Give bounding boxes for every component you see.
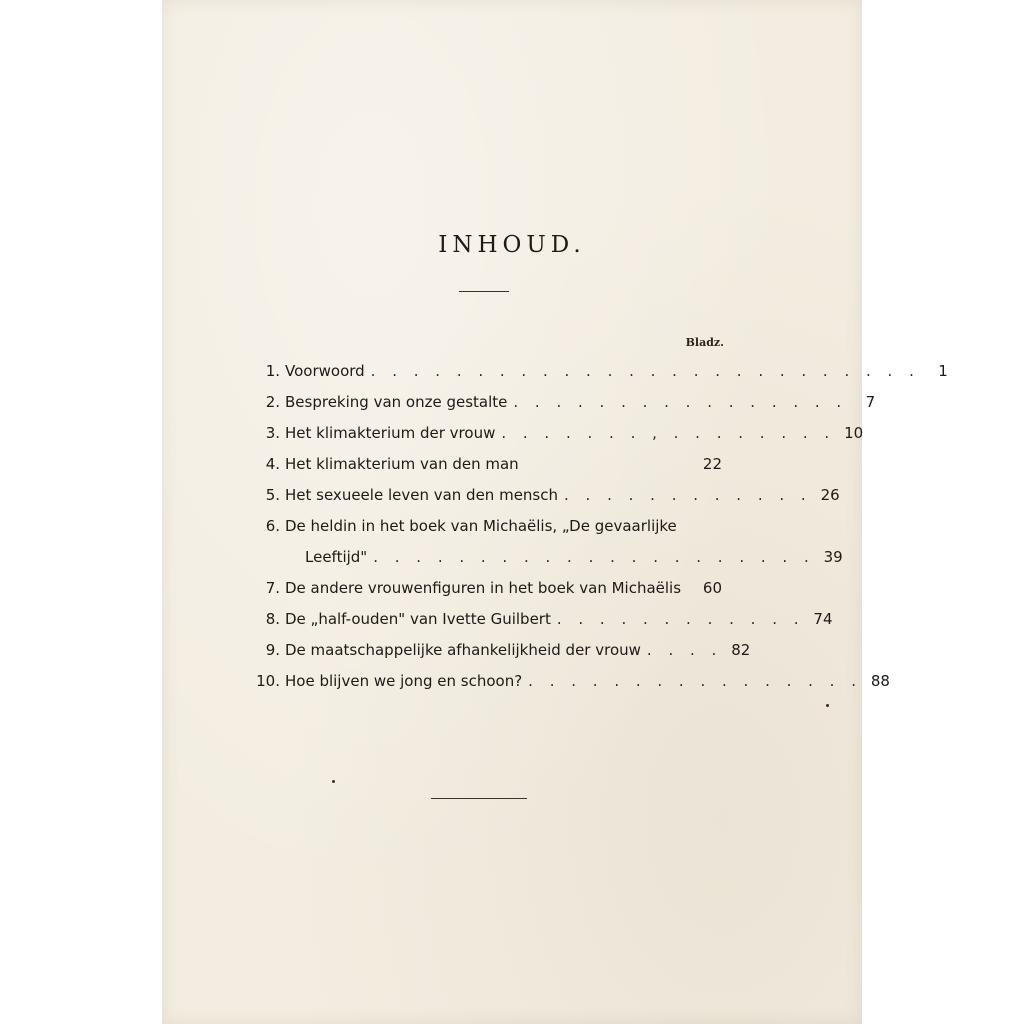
toc-entry-title: Het sexueele leven van den mensch <box>285 486 559 504</box>
toc-entry-page: 22 <box>702 455 722 473</box>
toc-entry-page: 82 <box>731 641 751 659</box>
toc-entry-title: De heldin in het boek van Michaëlis, „De gevaarlijke <box>285 517 677 535</box>
paper-speck <box>826 704 829 707</box>
toc-entry-page: 10 <box>844 424 864 442</box>
dot-leader: . . . . . . . . . . . . <box>556 610 805 628</box>
toc-entry-title: Het klimakterium der vrouw <box>285 424 496 442</box>
toc-entry-title: De „half-ouden" van Ivette Guilbert <box>285 610 551 628</box>
toc-entry-7 <box>252 573 722 604</box>
page-column-header: Bladz. <box>685 336 724 349</box>
table-of-contents <box>252 356 948 697</box>
toc-entry-number: 7. <box>265 579 280 597</box>
dot-leader: . . . . <box>646 641 723 659</box>
toc-entry-number: 10. <box>256 672 280 690</box>
toc-entry-6 <box>252 511 843 573</box>
toc-entry-number: 1. <box>265 362 280 380</box>
dot-leader: . . . . . . . . . . . . . . . . <box>513 393 848 411</box>
toc-entry-4 <box>252 449 722 480</box>
toc-entry-title: Voorwoord <box>285 362 365 380</box>
toc-entry-title: Bespreking van onze gestalte <box>285 393 508 411</box>
toc-entry-number: 2. <box>265 393 280 411</box>
dot-leader: . . . . . . . , . . . . . . . . <box>501 424 836 442</box>
toc-entry-title-continued: Leeftijd" <box>305 548 368 566</box>
toc-entry-page: 39 <box>823 548 843 566</box>
toc-entry-title: Het klimakterium van den man <box>285 455 519 473</box>
toc-entry-3 <box>252 418 864 449</box>
dot-leader: . . . . . . . . . . . . . . . . <box>528 672 862 690</box>
dot-leader: . . . . . . . . . . . . <box>564 486 812 504</box>
toc-entry-number: 3. <box>265 424 280 442</box>
toc-entry-10 <box>252 666 890 697</box>
paper-speck <box>332 780 335 783</box>
toc-entry-page: 88 <box>870 672 890 690</box>
toc-entry-number: 9. <box>265 641 280 659</box>
toc-entry-5 <box>252 480 840 511</box>
toc-entry-9 <box>252 635 751 666</box>
toc-entry-2 <box>252 387 876 418</box>
toc-entry-8 <box>252 604 833 635</box>
toc-entry-title: Hoe blijven we jong en schoon? <box>285 672 523 690</box>
toc-entry-number: 4. <box>265 455 280 473</box>
toc-entry-page: 7 <box>865 393 876 411</box>
book-page <box>162 0 948 1024</box>
toc-entry-page: 1 <box>938 362 948 380</box>
toc-entry-number: 5. <box>265 486 280 504</box>
toc-entry-page: 60 <box>702 579 722 597</box>
dot-leader <box>681 573 694 604</box>
toc-entry-page: 26 <box>820 486 840 504</box>
title-divider <box>459 291 509 292</box>
dot-leader: . . . . . . . . . . . . . . . . . . . . . . . . . . <box>370 362 920 380</box>
toc-entry-title: De andere vrouwenfiguren in het boek van Michaëlis <box>285 579 682 597</box>
toc-entry-number: 6. <box>265 517 280 535</box>
toc-entry-title: De maatschappelijke afhankelijkheid der vrouw <box>285 641 641 659</box>
end-divider <box>431 798 527 799</box>
toc-entry-1 <box>252 356 948 387</box>
dot-leader <box>519 449 694 480</box>
page-title: INHOUD. <box>438 232 586 258</box>
toc-entry-page: 74 <box>813 610 833 628</box>
toc-entry-number: 8. <box>265 610 280 628</box>
dot-leader: . . . . . . . . . . . . . . . . . . . . . <box>373 548 815 566</box>
